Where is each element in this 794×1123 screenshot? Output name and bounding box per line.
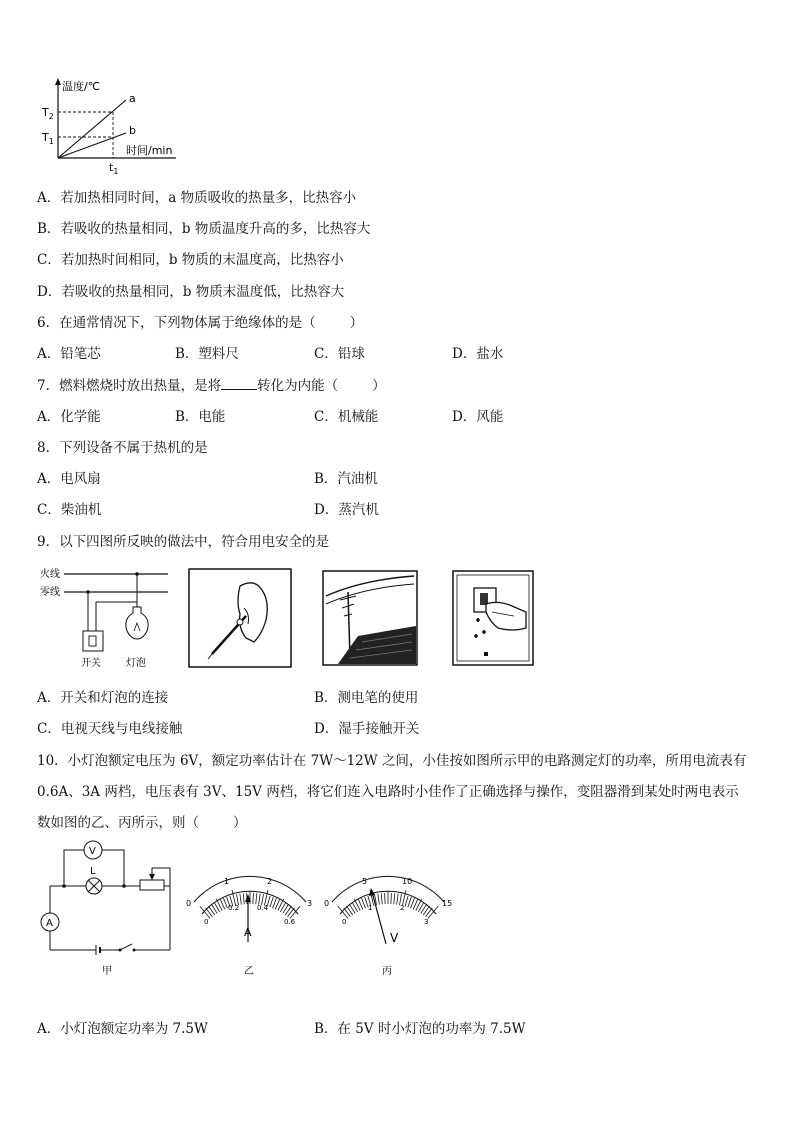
dial-tick [344, 908, 351, 917]
ammeter-inner-1: 0.2 [228, 904, 240, 912]
svg-text:A: A [46, 918, 53, 929]
voltmeter-dial-label: 丙 [382, 966, 392, 977]
voltmeter-unit: V [390, 931, 399, 945]
q7-option-b: B．电能 [175, 409, 226, 425]
q5-option-d: D．若吸收的热量相同，b 物质末温度低，比热容大 [37, 284, 345, 300]
ammeter-dial-label: 乙 [244, 966, 254, 977]
dial-tick [408, 897, 412, 907]
dial-tick [426, 908, 433, 917]
voltmeter-ticks [338, 890, 438, 918]
dial-tick [405, 896, 408, 907]
dial-tick [259, 894, 261, 905]
q5-option-c: C．若加热时间相同，b 物质的末温度高，比热容小 [37, 252, 344, 268]
ammeter-outer-3: 3 [307, 899, 313, 908]
q9-option-b: B．测电笔的使用 [314, 690, 419, 706]
dial-tick [270, 897, 274, 907]
time-t1-label: t [109, 161, 114, 174]
ammeter-inner-2: 0.4 [257, 904, 269, 912]
neutral-wire-label: 零线 [40, 587, 60, 598]
dial-tick [223, 898, 227, 908]
ammeter-outer-1: 1 [224, 877, 230, 886]
live-wire-label: 火线 [40, 569, 60, 580]
svg-text:V: V [89, 846, 96, 857]
q6-stem: 6．在通常情况下，下列物体属于绝缘体的是（ ） [37, 315, 364, 331]
q7-option-c: C．机械能 [314, 409, 379, 425]
q8-option-d: D．蒸汽机 [314, 502, 379, 518]
switch-box [83, 631, 103, 651]
q8-stem: 8．下列设备不属于热机的是 [37, 440, 208, 456]
q5-option-b: B．若吸收的热量相同，b 物质温度升高的多，比热容大 [37, 221, 371, 237]
dial-tick [394, 893, 395, 904]
ammeter-ticks [200, 890, 300, 918]
line-a-label: a [129, 92, 136, 105]
ammeter-inner-0: 0 [204, 918, 209, 926]
ammeter-outer-2: 2 [267, 877, 273, 886]
x-axis-label: 时间/min [126, 144, 173, 157]
tv-antenna-wire-figure [322, 570, 418, 666]
wet-hand-switch-figure [452, 570, 534, 666]
ammeter-unit: A [244, 926, 252, 939]
voltmeter-inner-3: 3 [424, 918, 429, 926]
q6-option-c: C．铅球 [314, 346, 365, 362]
ammeter-dial [180, 862, 320, 980]
fill-blank [221, 377, 257, 390]
dial-tick [243, 893, 244, 904]
svg-text:t1: $t_1$ [109, 161, 119, 176]
q9-stem: 9．以下四图所反映的做法中，符合用电安全的是 [37, 534, 330, 550]
t2-label: T [42, 106, 49, 119]
dial-tick [381, 893, 382, 904]
voltmeter-dial [318, 862, 458, 980]
q6-option-b: B．塑料尺 [175, 346, 239, 362]
q9-option-c: C．电视天线与电线接触 [37, 721, 183, 737]
q10-option-a: A．小灯泡额定功率为 7.5W [37, 1021, 208, 1037]
voltmeter-outer-0: 0 [324, 899, 330, 908]
svg-text:T1: $T_1$ [42, 131, 54, 146]
ammeter-outer-0: 0 [186, 899, 192, 908]
lamp-label: L [90, 866, 96, 877]
q10-stem-line-1: 10．小灯泡额定电压为 6V，额定功率估计在 7W～12W 之间，小佳按如图所示甲的电路测定灯的功率，所用电流表有 [37, 753, 747, 769]
dial-tick [240, 894, 242, 905]
q6-option-d: D．盐水 [452, 346, 504, 362]
dial-tick [273, 898, 277, 908]
q9-option-d: D．湿手接触开关 [314, 721, 420, 737]
dial-tick [397, 894, 399, 905]
line-a [58, 100, 126, 158]
dial-tick [411, 898, 415, 908]
q8-option-a: A．电风扇 [37, 471, 101, 487]
test-pen-figure [188, 568, 292, 668]
q10-stem-line-3: 数如图的乙、丙所示，则（ ） [37, 815, 247, 831]
ammeter-inner-3: 0.6 [284, 918, 296, 926]
voltmeter-outer-2: 10 [402, 877, 413, 886]
switch-icon [120, 944, 132, 950]
voltmeter-inner-1: 1 [368, 904, 373, 912]
q10-option-b: B．在 5V 时小灯泡的功率为 7.5W [314, 1021, 526, 1037]
voltmeter-inner-0: 0 [342, 918, 347, 926]
svg-text:T2: $T_2$ [42, 106, 54, 121]
circuit-diagram [36, 840, 180, 980]
rheostat-icon [140, 880, 164, 890]
dial-tick [378, 894, 380, 905]
bulb-label: 灯泡 [126, 658, 146, 669]
q7-option-d: D．风能 [452, 409, 504, 425]
switch-label: 开关 [81, 658, 101, 669]
voltmeter-inner-2: 2 [400, 904, 405, 912]
q7-option-a: A．化学能 [37, 409, 101, 425]
q5-option-a: A．若加热相同时间，a 物质吸收的热量多，比热容小 [37, 190, 357, 206]
line-b-label: b [129, 124, 136, 137]
dial-tick [385, 893, 386, 904]
q8-option-b: B．汽油机 [314, 471, 378, 487]
q8-option-c: C．柴油机 [37, 502, 102, 518]
dial-tick [206, 908, 213, 917]
q9-option-a: A．开关和灯泡的连接 [37, 690, 169, 706]
dial-tick [256, 893, 257, 904]
circuit-label: 甲 [102, 966, 112, 977]
dial-tick [288, 908, 295, 917]
t1-label: T [42, 131, 49, 144]
q6-option-a: A．铅笔芯 [37, 346, 101, 362]
dial-tick [253, 893, 254, 904]
y-axis-label: 温度/℃ [62, 80, 101, 93]
voltmeter-outer-1: 5 [362, 877, 368, 886]
dial-tick [361, 898, 365, 908]
q10-stem-line-2: 0.6A、3A 两档，电压表有 3V、15V 两档，将它们连入电路时小佳作了正确选择与操作，变阻器滑到某处时两电表示 [37, 784, 739, 800]
switch-bulb-wiring-figure [40, 565, 170, 670]
temperature-time-graph [38, 76, 188, 176]
dial-tick [391, 893, 392, 904]
q7-stem: 7．燃料燃烧时放出热量，是将 转化为内能（ ） [37, 378, 386, 394]
voltmeter-outer-3: 15 [442, 899, 453, 908]
